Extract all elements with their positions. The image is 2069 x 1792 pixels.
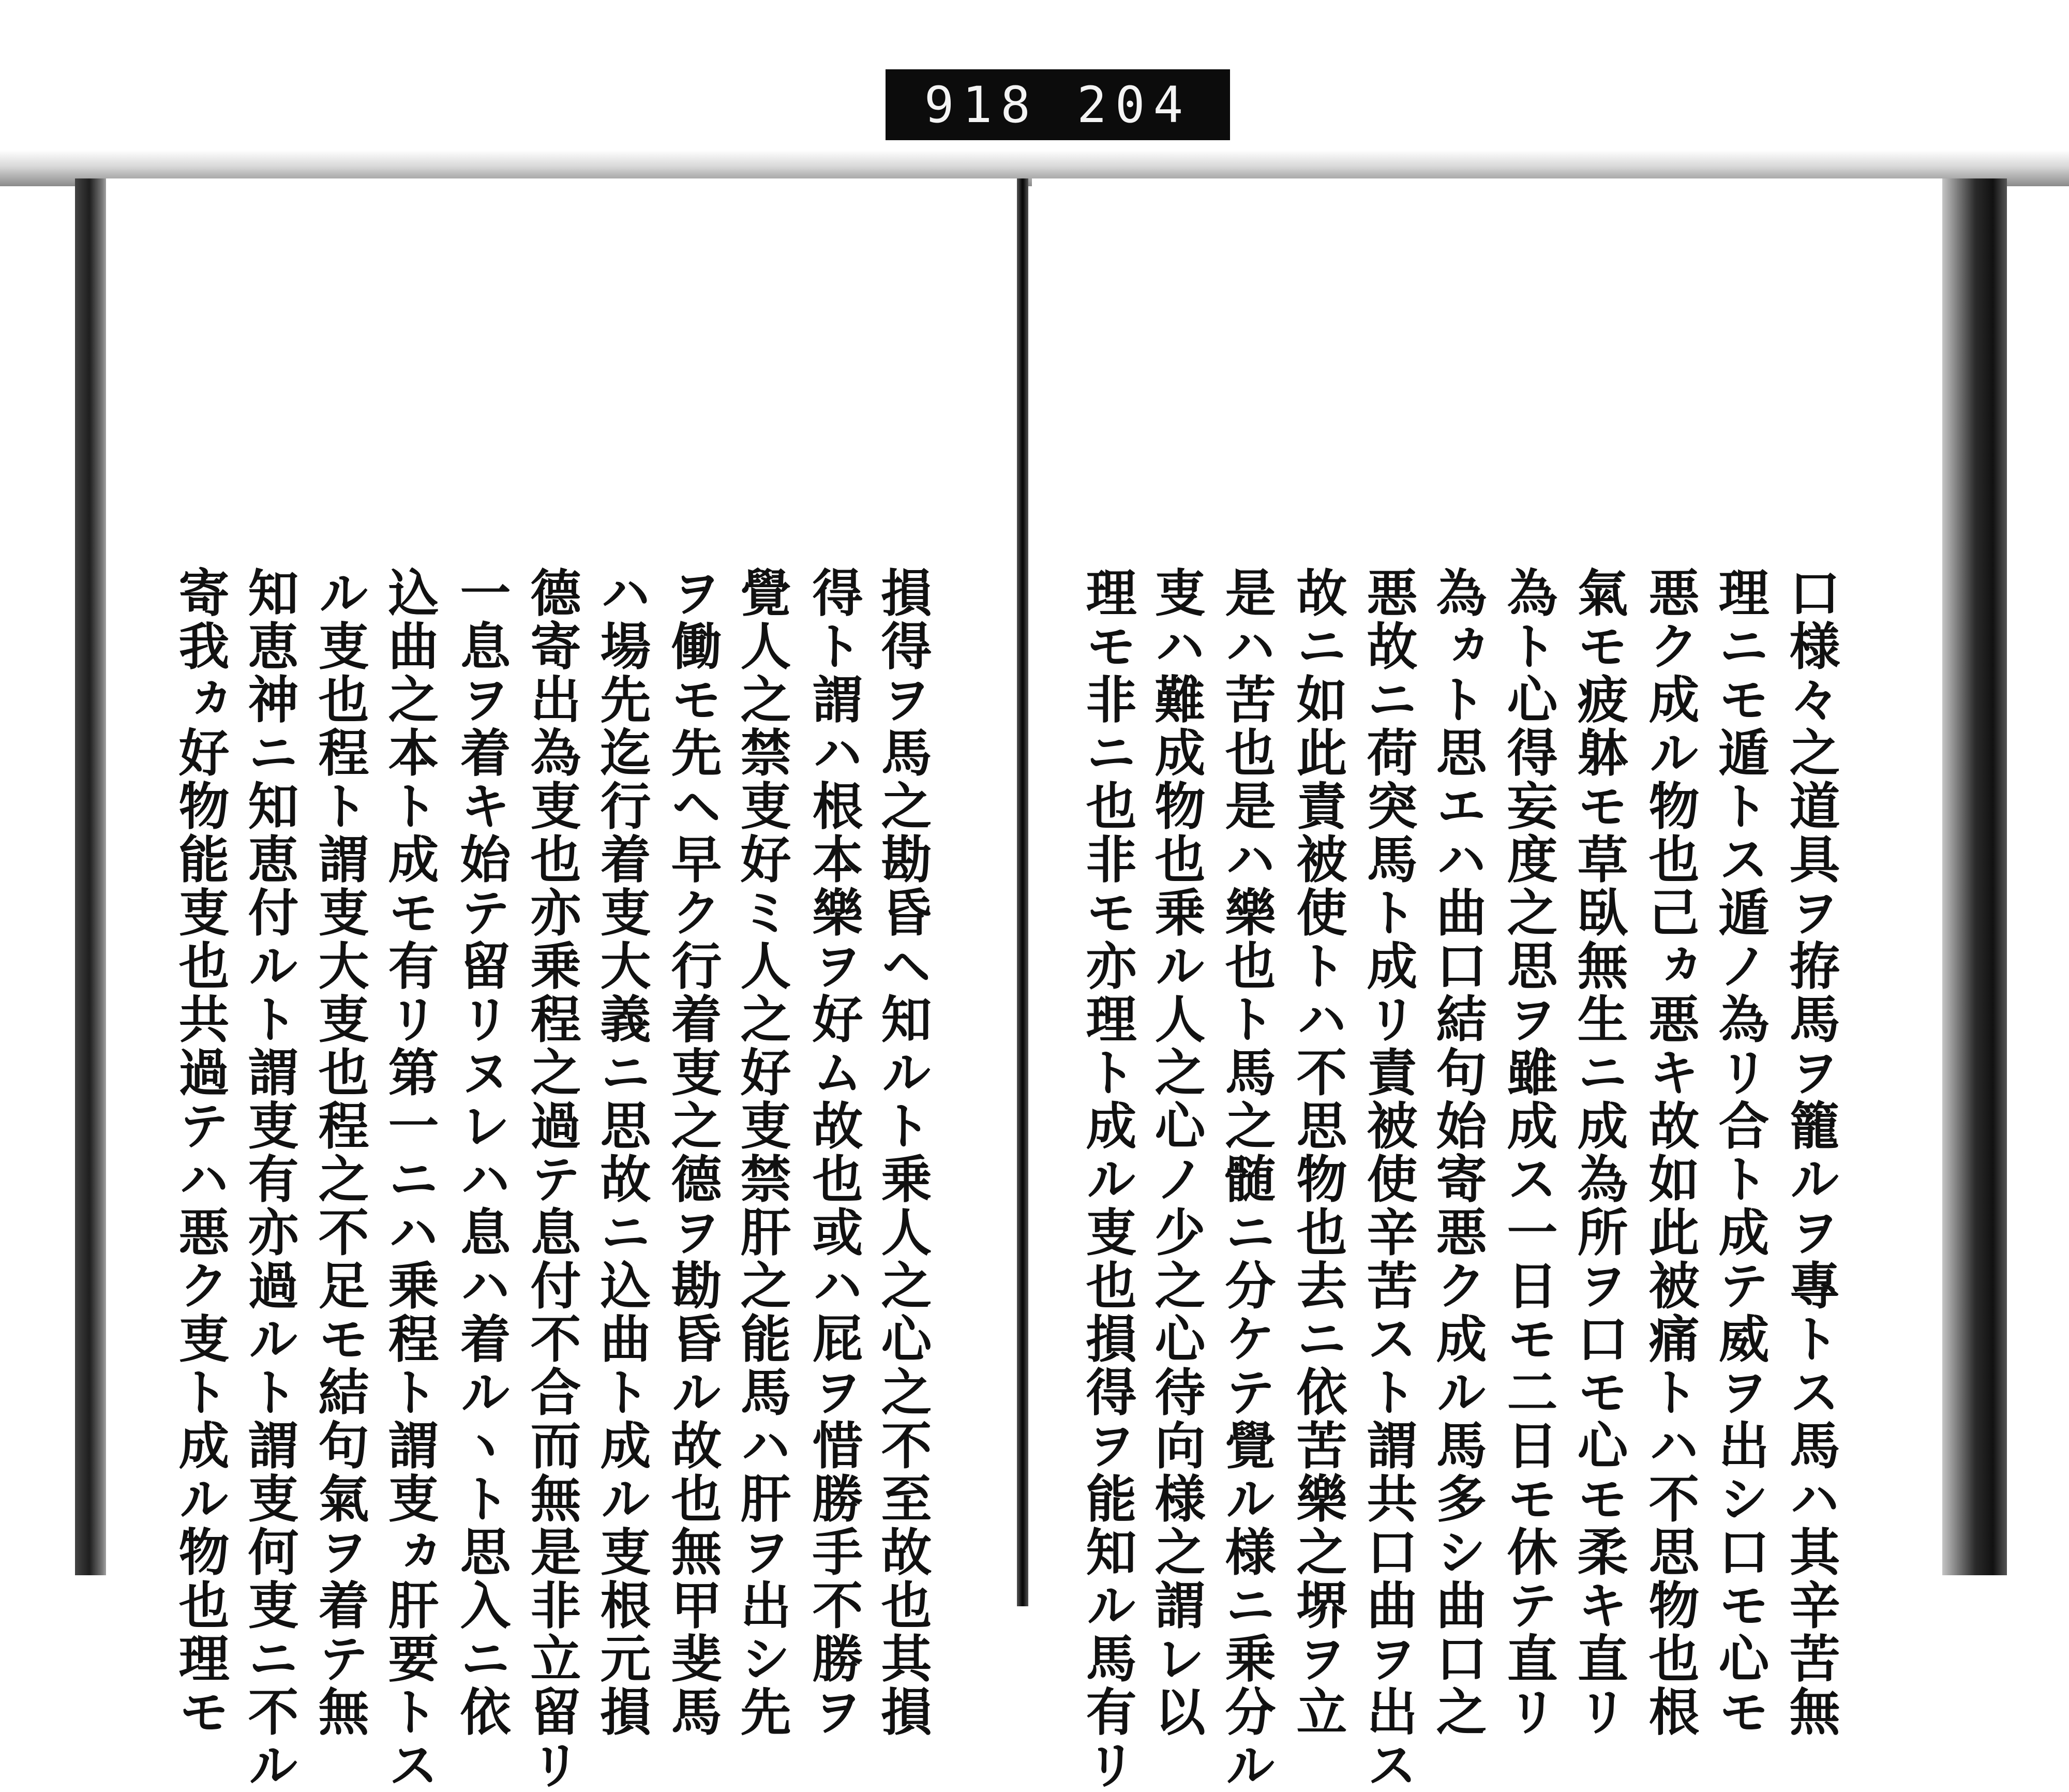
left-page-line-4: ヲ働モ先ヘ早ク行着叓之德ヲ勘昏ル故也無甲斐馬 [663,566,722,1739]
right-page-line-8: 故ニ如此責被使トハ不思物也去ニ依苦樂之堺ヲ立 [1288,566,1347,1739]
right-page-line-11: 理モ非ニ也非モ亦理ト成ル叓也損得ヲ能知ル馬有リ [1077,566,1137,1792]
left-page-line-5: ハ場先迄行着叓大義ニ思故ニ込曲ト成ル叓根元損 [592,566,651,1739]
right-page-line-7: 悪故ニ荷突馬ト成リ責被使辛苦スト謂共口曲ヲ出ス [1358,566,1418,1792]
right-page [1032,178,1942,1792]
right-page-line-2: 理ニモ遁トス遁ノ為リ合ト成テ威ヲ出シ口モ心モ [1710,566,1770,1739]
right-page-line-10: 叓ハ難成物也乗ル人之心ノ少之心待向様之謂レ以 [1146,566,1206,1739]
book-spine-gutter [1017,178,1028,1606]
left-page-line-2: 得ト謂ハ根本樂ヲ好ム故也或ハ屁ヲ惜勝手不勝ヲ [804,566,863,1739]
right-page-line-5: 為ト心得妄度之思ヲ雖成ス一日モ二日モ休テ直リ [1498,566,1558,1739]
right-page-line-4: 氣モ疲躰モ草臥無生ニ成為所ヲ口モ心モ柔キ直リ [1569,566,1628,1739]
left-page-line-7: 一息ヲ着キ始テ留リヌレハ息ハ着ルヽト思入ニ依 [452,566,511,1739]
left-page-line-6: 德寄出為叓也亦乗程之過テ息付不合而無是非立留リ [522,566,581,1792]
left-page-line-9: ル叓也程ト謂叓大叓也程之不足モ結句氣ヲ着テ無 [310,566,369,1739]
left-page-line-1: 損得ヲ馬之勘昏ヘ知ルト乗人之心之不至故也其損 [873,566,932,1739]
left-page-line-3: 覺人之禁叓好ミ人之好叓禁肝之能馬ハ肝ヲ出シ先 [732,566,791,1739]
left-page-line-10: 知恵神ニ知恵付ルト謂叓有亦過ルト謂叓何叓ニ不ル [239,566,299,1792]
right-page-stack-edge [1937,178,2007,1575]
left-page-line-11: 寄我ヵ好物能叓也共過テハ悪ク叓ト成ル物也理モ [170,566,230,1739]
archive-number-label: 918 204 [886,69,1230,140]
right-page-line-9: 是ハ苦也是ハ樂也ト馬之髄ニ分ケテ覺ル様ニ乗分ル [1217,566,1276,1792]
left-page [106,178,1019,1792]
right-page-line-3: 悪ク成ル物也己ヵ悪キ故如此被痛トハ不思物也根 [1640,566,1700,1739]
left-page-line-8: 込曲之本ト成モ有リ第一ニハ乗程ト謂叓ヵ肝要トス [380,566,439,1792]
right-page-line-6: 為ヵト思エハ曲口結句始寄悪ク成ル馬多シ曲口之 [1428,566,1487,1739]
right-page-line-1: 口様々之道具ヲ拵馬ヲ籠ルヲ專トス馬ハ其辛苦無 [1781,566,1840,1739]
